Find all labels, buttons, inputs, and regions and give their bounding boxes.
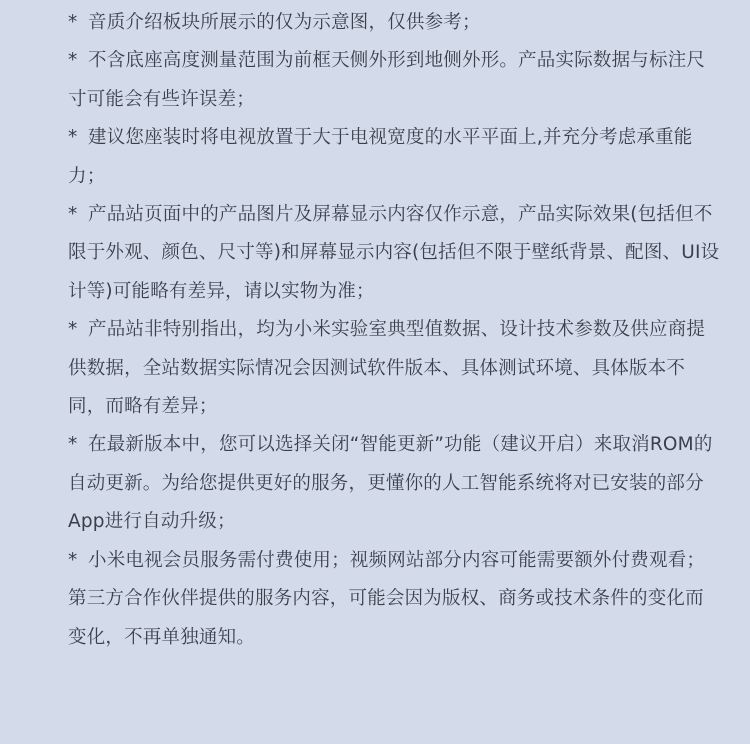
note-bullet: *: [68, 127, 78, 149]
note-item: [68, 311, 722, 426]
note-item: [68, 196, 722, 311]
note-text: 音质介绍板块所展示的仅为示意图，仅供参考；: [88, 12, 481, 33]
note-item: [68, 426, 722, 541]
note-bullet: *: [68, 204, 78, 226]
note-text: 小米电视会员服务需付费使用；视频网站部分内容可能需要额外付费观看；第三方合作伙伴提供的服务内容，可能会因为版权、商务或技术条件的变化而变化，不再单独通知。: [68, 549, 706, 648]
note-text: 在最新版本中，您可以选择关闭“智能更新”功能（建议开启）来取消ROM的自动更新。为给您提供更好的服务，更懂你的人工智能系统将对已安装的部分App进行自动升级；: [68, 434, 713, 533]
note-text: 建议您座装时将电视放置于大于电视宽度的水平平面上,并充分考虑承重能力；: [68, 127, 693, 187]
note-bullet: *: [68, 434, 78, 456]
note-text: 产品站非特别指出，均为小米实验室典型值数据、设计技术参数及供应商提供数据，全站数据实际情况会因测试软件版本、具体测试环境、具体版本不同，而略有差异；: [68, 319, 706, 418]
note-item: [68, 4, 722, 42]
note-bullet: *: [68, 12, 78, 33]
note-item: [68, 119, 722, 196]
note-text: 不含底座高度测量范围为前框天侧外形到地侧外形。产品实际数据与标注尺寸可能会有些许误差；: [68, 50, 706, 110]
note-bullet: *: [68, 549, 78, 571]
note-item: [68, 542, 722, 657]
note-item: [68, 42, 722, 119]
note-text: 产品站页面中的产品图片及屏幕显示内容仅作示意，产品实际效果(包括但不限于外观、颜色、尺寸等)和屏幕显示内容(包括但不限于壁纸背景、配图、UI设计等)可能略有差异，请以实物为准；: [68, 204, 720, 302]
note-bullet: *: [68, 319, 78, 341]
note-bullet: *: [68, 50, 78, 72]
